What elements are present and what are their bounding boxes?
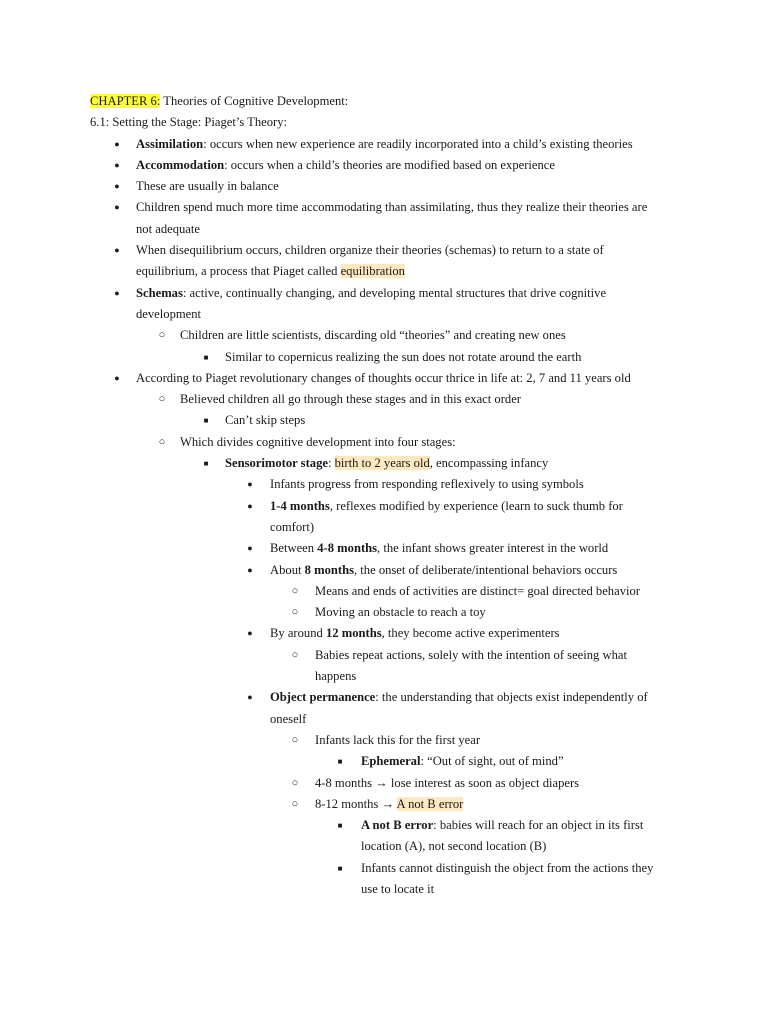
circle-marker: ○ xyxy=(158,329,166,342)
note-skip: ■ Can’t skip steps xyxy=(90,410,690,431)
circle-marker: ○ xyxy=(291,733,299,746)
term: 4-8 months xyxy=(317,541,378,556)
term: Sensorimotor stage xyxy=(225,456,328,471)
term: 12 months xyxy=(325,626,382,641)
bullet-marker: ● xyxy=(247,628,253,639)
square-marker: ■ xyxy=(203,416,209,426)
note-obstacle: ○ Moving an obstacle to reach a toy xyxy=(90,602,690,623)
term: Object permanence xyxy=(270,690,376,705)
bullet-marker: ● xyxy=(114,159,120,170)
square-marker: ■ xyxy=(203,352,209,362)
note-disequilibrium: ● When disequilibrium occurs, children organize their theories (schemas) to return to a state of equilibrium, a process that Piaget called equilibration xyxy=(90,240,690,283)
square-marker: ■ xyxy=(203,459,209,469)
note-12-months: ● By around 12 months, they become active experimenters xyxy=(90,623,690,644)
note-scientists: ○ Children are little scientists, discarding old “theories” and creating new ones xyxy=(90,325,690,346)
note-4-8-months: ● Between 4-8 months, the infant shows greater interest in the world xyxy=(90,538,690,559)
bullet-marker: ● xyxy=(114,202,120,213)
highlight-equilibration: equilibration xyxy=(340,264,405,279)
note-progress: ● Infants progress from responding reflexively to using symbols xyxy=(90,474,690,495)
note-means-ends: ○ Means and ends of activities are distinct= goal directed behavior xyxy=(90,581,690,602)
chapter-heading xyxy=(90,91,690,112)
note-1-4-months: ● 1-4 months, reflexes modified by experience (learn to suck thumb for comfort) xyxy=(90,496,690,539)
note-spend-time: ● Children spend much more time accommodating than assimilating, thus they realize their theories are not adequate xyxy=(90,197,690,240)
highlight-a-not-b: A not B error xyxy=(396,796,464,811)
bullet-marker: ● xyxy=(247,500,253,511)
bullet-marker: ● xyxy=(114,245,120,256)
term: Assimilation xyxy=(136,136,204,151)
bullet-marker: ● xyxy=(114,181,120,192)
note-assimilation: ● Assimilation: occurs when new experience are readily incorporated into a child’s existing theories xyxy=(90,134,690,155)
square-marker: ■ xyxy=(337,821,343,831)
note-revolutionary: ● According to Piaget revolutionary changes of thoughts occur thrice in life at: 2, 7 and 11 years old xyxy=(90,368,690,389)
term: 8 months xyxy=(304,562,354,577)
circle-marker: ○ xyxy=(291,648,299,661)
section-heading: 6.1: Setting the Stage: Piaget’s Theory: xyxy=(90,115,288,130)
term: Accommodation xyxy=(136,157,225,172)
note-four-stages: ○ Which divides cognitive development into four stages: xyxy=(90,432,690,453)
term: A not B error xyxy=(361,818,434,833)
square-marker: ■ xyxy=(337,863,343,873)
circle-marker: ○ xyxy=(291,584,299,597)
note-8-12-months: ○ 8-12 months → A not B error xyxy=(90,794,690,815)
note-order: ○ Believed children all go through these stages and in this exact order xyxy=(90,389,690,410)
note-object-permanence: ● Object permanence: the understanding that objects exist independently of oneself xyxy=(90,687,690,730)
note-distinguish: ■ Infants cannot distinguish the object from the actions they use to locate it xyxy=(90,858,690,901)
notes-content xyxy=(90,91,690,900)
circle-marker: ○ xyxy=(291,797,299,810)
note-accommodation: ● Accommodation: occurs when a child’s theories are modified based on experience xyxy=(90,155,690,176)
note-lose-interest: ○ 4-8 months → lose interest as soon as object diapers xyxy=(90,773,690,794)
term: 1-4 months xyxy=(270,498,330,513)
chapter-title: Theories of Cognitive Development: xyxy=(160,94,349,108)
bullet-marker: ● xyxy=(247,692,253,703)
circle-marker: ○ xyxy=(158,435,166,448)
bullet-marker: ● xyxy=(247,564,253,575)
note-babies-repeat: ○ Babies repeat actions, solely with the intention of seeing what happens xyxy=(90,645,690,688)
note-sensorimotor: ■ Sensorimotor stage: birth to 2 years old, encompassing infancy xyxy=(90,453,690,474)
bullet-marker: ● xyxy=(114,138,120,149)
bullet-marker: ● xyxy=(247,543,253,554)
note-first-year: ○ Infants lack this for the first year xyxy=(90,730,690,751)
bullet-marker: ● xyxy=(114,287,120,298)
note-ephemeral: ■ Ephemeral: “Out of sight, out of mind” xyxy=(90,751,690,772)
bullet-marker: ● xyxy=(247,479,253,490)
circle-marker: ○ xyxy=(158,393,166,406)
note-balance: ● These are usually in balance xyxy=(90,176,690,197)
note-copernicus: ■ Similar to copernicus realizing the sun does not rotate around the earth xyxy=(90,347,690,368)
note-8-months: ● About 8 months, the onset of deliberate/intentional behaviors occurs xyxy=(90,560,690,581)
circle-marker: ○ xyxy=(291,606,299,619)
bullet-marker: ● xyxy=(114,372,120,383)
note-schemas: ● Schemas: active, continually changing, and developing mental structures that drive cognitive development xyxy=(90,283,690,326)
circle-marker: ○ xyxy=(291,776,299,789)
chapter-label: CHAPTER 6: xyxy=(90,94,161,108)
note-a-not-b-error: ■ A not B error: babies will reach for an object in its first location (A), not second location (B) xyxy=(90,815,690,858)
square-marker: ■ xyxy=(337,757,343,767)
term: Schemas xyxy=(136,285,183,300)
highlight-birth-to-2: birth to 2 years old xyxy=(334,456,430,471)
term: Ephemeral xyxy=(361,754,421,769)
